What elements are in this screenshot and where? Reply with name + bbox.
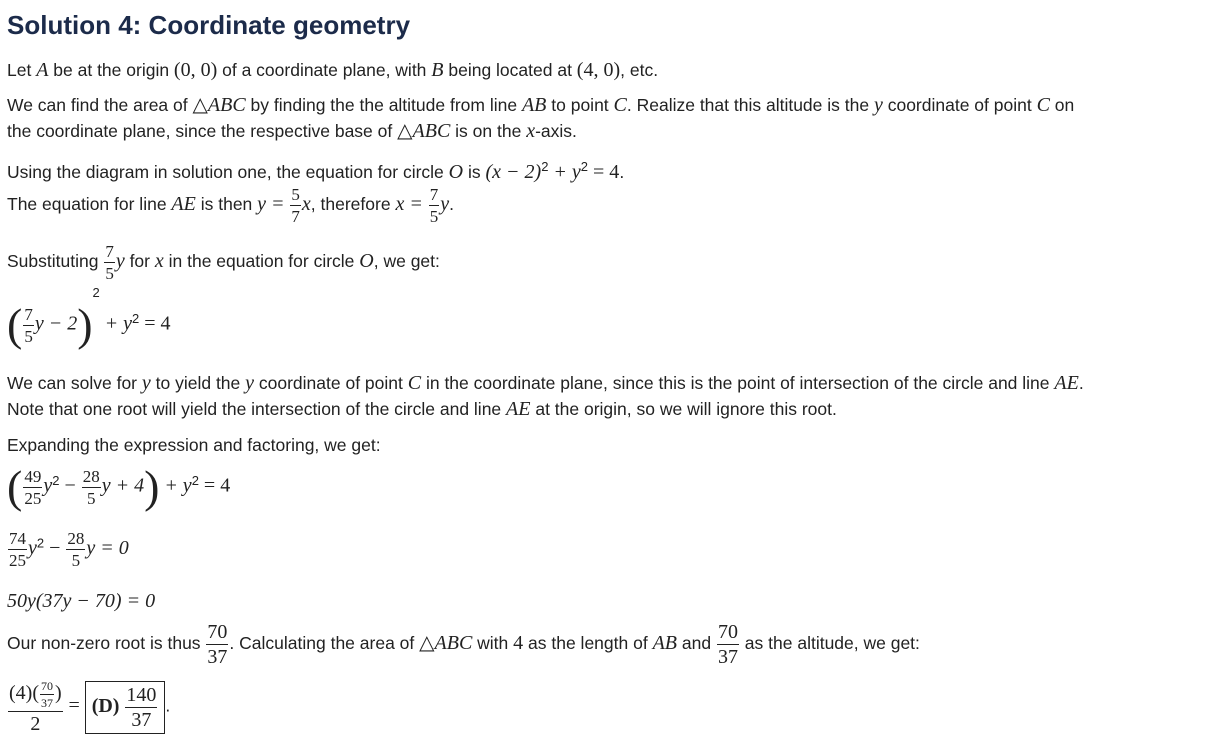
paragraph-line-ae: The equation for line AE is then y = $\frac{5}{7}$ x, therefore x = $\frac{7}{5}$ y. [7,185,454,226]
answer-box [85,681,166,734]
fraction-7-5: $\frac{7}{5}$ [105,242,114,283]
paragraph-solve-y-line1: We can solve for y to yield the y coordinate of point C in the coordinate plane, since this is the point of intersection of the circle and line AE. [7,372,1084,394]
equation-substituted: ( $\frac{7}{5}$ $y - 2)^2 + y^2 = 4$ [7,284,171,350]
paragraph-circle-equation: Using the diagram in solution one, the equation for circle O is $(x - 2)^2 + y^2 = 4$. [7,159,625,183]
paragraph-root: Our non-zero root is thus $\frac{70}{37}$ . Calculating the area of △ABC with 4 as the length of AB and $\frac{70}{37}$ as the altitude, we get: [7,621,920,668]
fraction-70-37: $\frac{70}{37}$ [207,621,228,668]
answer-fraction: $\frac{140}{37}$ [126,683,157,731]
equation-factored: 50y(37y − 70) = 0 [7,590,156,612]
paragraph-altitude-line1: We can find the area of △ABC by finding the the altitude from line AB to point C. Realize that this altitude is the y coordinate of point C on [7,94,1075,116]
answer-choice: (D) [91,694,120,717]
paragraph-solve-y-line2: Note that one root will yield the intersection of the circle and line AE at the origin, so we will ignore this root. [7,398,837,420]
equation-expanded: ( $\frac{49}{25}$ $y^2$ − $\frac{28}{5}$ $y + 4) + y^2 = 4$ [7,461,231,512]
paragraph-expanding: Expanding the expression and factoring, we get: [7,435,381,455]
fraction-5-7: $\frac{5}{7}$ [291,185,300,226]
final-answer: (4)( $\frac{70}{37}$ ) 2 = (D) $\frac{140}{37}$ . [9,679,171,735]
fraction-70-37: $\frac{70}{37}$ [717,621,738,668]
paragraph-substituting: Substituting $\frac{7}{5}$ y for x in the equation for circle O, we get: [7,242,440,283]
page-title: Solution 4: Coordinate geometry [7,10,411,40]
paragraph-origin: Let A be at the origin (0, 0) of a coordinate plane, with B being located at (4, 0), etc. [7,59,659,81]
equation-simplified: $\frac{74}{25}$ $y^2$ − $\frac{28}{5}$ y = 0 [9,529,129,570]
fraction-7-5: $\frac{7}{5}$ [429,185,439,226]
area-fraction: (4)( $\frac{70}{37}$ ) 2 [9,679,62,735]
paragraph-altitude-line2: the coordinate plane, since the respective base of △ABC is on the x-axis. [7,120,577,142]
